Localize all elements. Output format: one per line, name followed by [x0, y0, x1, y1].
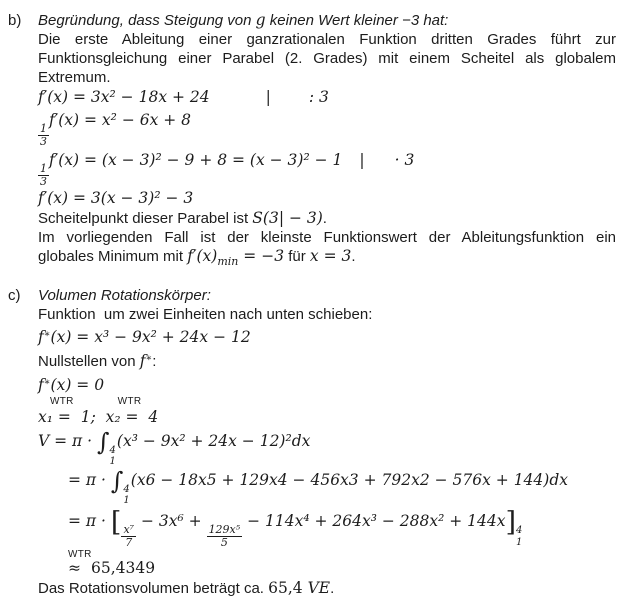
formula-body: f′(x) = x² − 6x + 8: [49, 111, 192, 129]
operation-divide-3: : 3: [308, 88, 329, 106]
left-bracket: [: [110, 507, 122, 538]
asterisk-superscript: ∗: [145, 353, 153, 364]
result-unit: VE: [307, 579, 331, 597]
section-b-heading: [38, 11, 616, 30]
integral-lower-limit: 1: [123, 495, 130, 506]
fstar-symbol: f: [38, 328, 44, 346]
fraction-numerator: 1: [40, 122, 47, 135]
min-subscript: min: [217, 255, 239, 268]
fraction-denominator: 3: [40, 135, 47, 148]
x-value: x = 3: [309, 247, 352, 265]
section-c: [8, 286, 616, 598]
formula-body: (x) = x³ − 9x² + 24x − 12: [50, 328, 251, 346]
equation-derivative: [38, 87, 616, 108]
wtr-label: WTR: [117, 396, 142, 407]
integral-upper-limit: 4: [123, 484, 130, 495]
evaluation-upper-limit: 4: [516, 525, 523, 536]
minimum-statement-line2: [38, 247, 616, 271]
equation-volume-integral: [38, 428, 616, 467]
vertex-statement: [38, 209, 616, 228]
section-c-body: [38, 286, 616, 598]
asterisk-superscript: ∗: [43, 329, 51, 340]
evaluation-limits: [516, 525, 522, 549]
minimum-period: .: [351, 248, 356, 265]
formula-body: − 3x⁶ +: [136, 512, 207, 530]
formula-lhs: f′(x) = 3x² − 18x + 24: [38, 88, 210, 106]
heading-text-pre: Begründung, dass Steigung von: [38, 12, 256, 29]
fraction-denominator: 5: [220, 536, 228, 549]
fraction-numerator: 1: [40, 162, 47, 175]
wtr-label: WTR: [68, 549, 92, 560]
fstar-symbol: f: [38, 376, 44, 394]
equation-third-derivative: [38, 108, 616, 148]
fraction-one-third: [38, 163, 49, 188]
operation-multiply-3: · 3: [394, 151, 415, 169]
integral-sign: ∫: [110, 467, 124, 495]
vertex-text: Scheitelpunkt dieser Parabel ist: [38, 210, 253, 227]
formula-body: f′(x) = (x − 3)² − 9 + 8 = (x − 3)² − 1: [49, 151, 343, 169]
minimum-statement-line1: Im vorliegenden Fall ist der kleinste Funktionswert der Ableitungsfunktion ein: [38, 229, 616, 246]
equation-antiderivative: [68, 506, 616, 549]
paragraph-line: Funktionsgleichung einer Parabel (2. Grades) mit einem Scheitel als globalem: [38, 50, 616, 67]
formula-lhs: = π ·: [68, 512, 111, 530]
result-text: Das Rotationsvolumen beträgt ca.: [38, 580, 269, 597]
equation-vertex-form: [38, 148, 616, 188]
integral-sign: ∫: [97, 428, 110, 456]
section-b-label: b): [8, 12, 22, 29]
wtr-annotation-row: [38, 396, 616, 407]
fraction-numerator: 129x⁵: [208, 523, 241, 536]
equation-expanded-integral: [68, 467, 616, 506]
fraction-one-third: [38, 123, 49, 148]
result-statement: [38, 579, 616, 598]
paragraph-line: Extremum.: [38, 69, 111, 86]
formula-body: (x) = 0: [50, 376, 105, 394]
nullstellen-statement: [38, 348, 616, 372]
min-value: = −3: [238, 247, 285, 265]
integral-limits: [123, 484, 129, 506]
equation-fstar-zero: [38, 372, 616, 396]
vertex-point: S(3| − 3): [252, 209, 323, 227]
fraction-129x5-over-5: [207, 524, 243, 549]
function-g-symbol: g: [255, 11, 266, 29]
integral-limits: [110, 445, 116, 467]
integrand: (x³ − 9x² + 24x − 12)²dx: [116, 432, 311, 450]
operation-bar: |: [265, 88, 271, 106]
fraction-x7-over-7: [121, 524, 136, 549]
section-c-heading: Volumen Rotationskörper:: [38, 287, 211, 304]
formula-body: − 114x⁴ + 264x³ − 288x² + 144x: [242, 512, 506, 530]
result-period: .: [330, 580, 335, 597]
approx-value: 65,4349: [91, 559, 156, 577]
minimum-text-mid: für: [284, 248, 310, 265]
nullstellen-colon: :: [152, 353, 157, 370]
shift-instruction: Funktion um zwei Einheiten nach unten schieben:: [38, 306, 373, 323]
heading-text-post: keinen Wert kleiner −3 hat:: [265, 12, 449, 29]
asterisk-superscript: ∗: [43, 377, 51, 388]
approx-sign: ≈: [68, 559, 81, 577]
fraction-numerator: x⁷: [123, 523, 135, 536]
derivative-min-symbol: f′(x): [187, 247, 218, 265]
fraction-denominator: 3: [40, 175, 47, 188]
section-b: [8, 11, 616, 271]
approx-result: [68, 560, 616, 577]
nullstellen-text: Nullstellen von: [38, 353, 140, 370]
minimum-text-pre: globales Minimum mit: [38, 248, 188, 265]
formula-lhs: V = π ·: [38, 432, 98, 450]
formula-lhs: = π ·: [68, 471, 111, 489]
operation-bar: |: [359, 151, 365, 169]
section-b-body: [38, 11, 616, 271]
integral-lower-limit: 1: [109, 456, 116, 467]
equation-roots: x₁ = 1; x₂ = 4: [38, 408, 159, 426]
fraction-denominator: 7: [125, 536, 133, 549]
vertex-period: .: [322, 210, 327, 227]
evaluation-lower-limit: 1: [516, 537, 523, 548]
fstar-symbol: f: [139, 352, 146, 370]
paragraph-line: Die erste Ableitung einer ganzrationalen Funktion dritten Grades führt zur: [38, 31, 616, 48]
result-number: 65,4: [268, 579, 308, 597]
wtr-label: WTR: [50, 396, 74, 407]
right-bracket: ]: [505, 507, 517, 538]
equation-fstar-definition: [38, 324, 616, 348]
integrand: (x6 − 18x5 + 129x4 − 456x3 + 792x2 − 576x + 144)dx: [130, 471, 568, 489]
section-c-label: c): [8, 287, 21, 304]
equation-final-derivative: f′(x) = 3(x − 3)² − 3: [38, 189, 194, 207]
integral-upper-limit: 4: [109, 445, 116, 456]
